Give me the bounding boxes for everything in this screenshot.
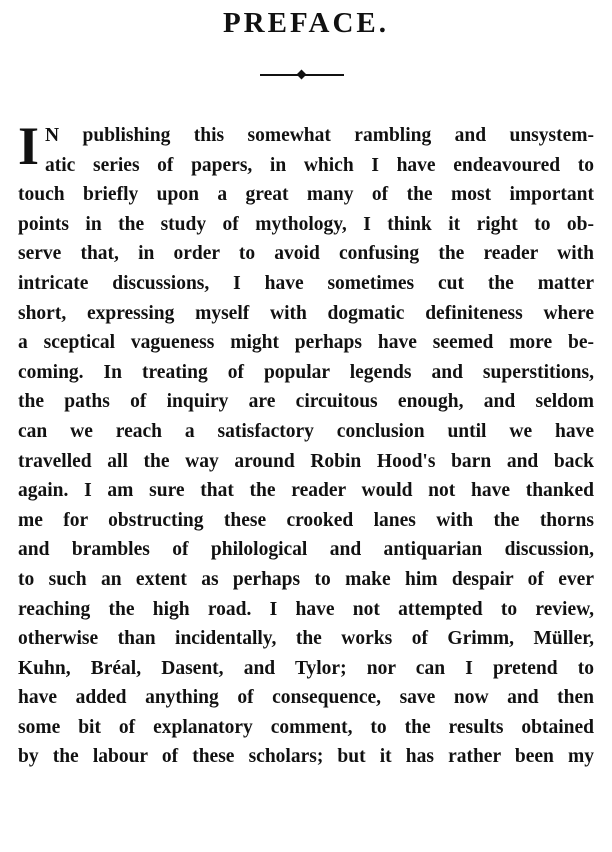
- text-line-15: and brambles of philological and antiquarian discussion,: [18, 539, 594, 561]
- text-line-7: short, expressing myself with dogmatic definiteness where: [18, 302, 594, 324]
- text-line-5: serve that, in order to avoid confusing the reader with: [18, 243, 594, 265]
- text-line-21: some bit of explanatory comment, to the results obtained: [18, 716, 594, 738]
- drop-cap: I: [18, 116, 40, 176]
- text-line-20: have added anything of consequence, save now and then: [18, 687, 594, 709]
- text-line-22: by the labour of these scholars; but it has rather been my: [18, 746, 594, 768]
- page-title: PREFACE.: [222, 7, 390, 39]
- rule-diamond-ornament: [297, 70, 307, 80]
- text-line-14: me for obstructing these crooked lanes with the thorns: [18, 509, 594, 531]
- text-line-6: intricate discussions, I have sometimes cut the matter: [18, 272, 594, 294]
- text-line-18: otherwise than incidentally, the works of Grimm, Müller,: [18, 628, 594, 650]
- text-line-8: a sceptical vagueness might perhaps have seemed more be-: [18, 332, 594, 354]
- text-line-2: atic series of papers, in which I have endeavoured to: [45, 154, 594, 176]
- text-line-12: travelled all the way around Robin Hood's barn and back: [18, 450, 594, 472]
- ornamental-rule: [260, 70, 344, 80]
- text-line-10: the paths of inquiry are circuitous enough, and seldom: [18, 391, 594, 413]
- text-line-19: Kuhn, Bréal, Dasent, and Tylor; nor can I pretend to: [18, 657, 594, 679]
- text-line-4: points in the study of mythology, I think it right to ob-: [18, 213, 594, 235]
- text-line-1: N publishing this somewhat rambling and unsystem-: [45, 125, 594, 146]
- text-line-13: again. I am sure that the reader would not have thanked: [18, 480, 594, 502]
- text-line-3: touch briefly upon a great many of the most important: [18, 184, 594, 206]
- preface-body: [18, 116, 594, 772]
- text-line-16: to such an extent as perhaps to make him despair of ever: [18, 568, 594, 590]
- text-line-9: coming. In treating of popular legends and superstitions,: [18, 361, 594, 383]
- text-line-17: reaching the high road. I have not attempted to review,: [18, 598, 594, 620]
- text-line-11: can we reach a satisfactory conclusion until we have: [18, 420, 594, 442]
